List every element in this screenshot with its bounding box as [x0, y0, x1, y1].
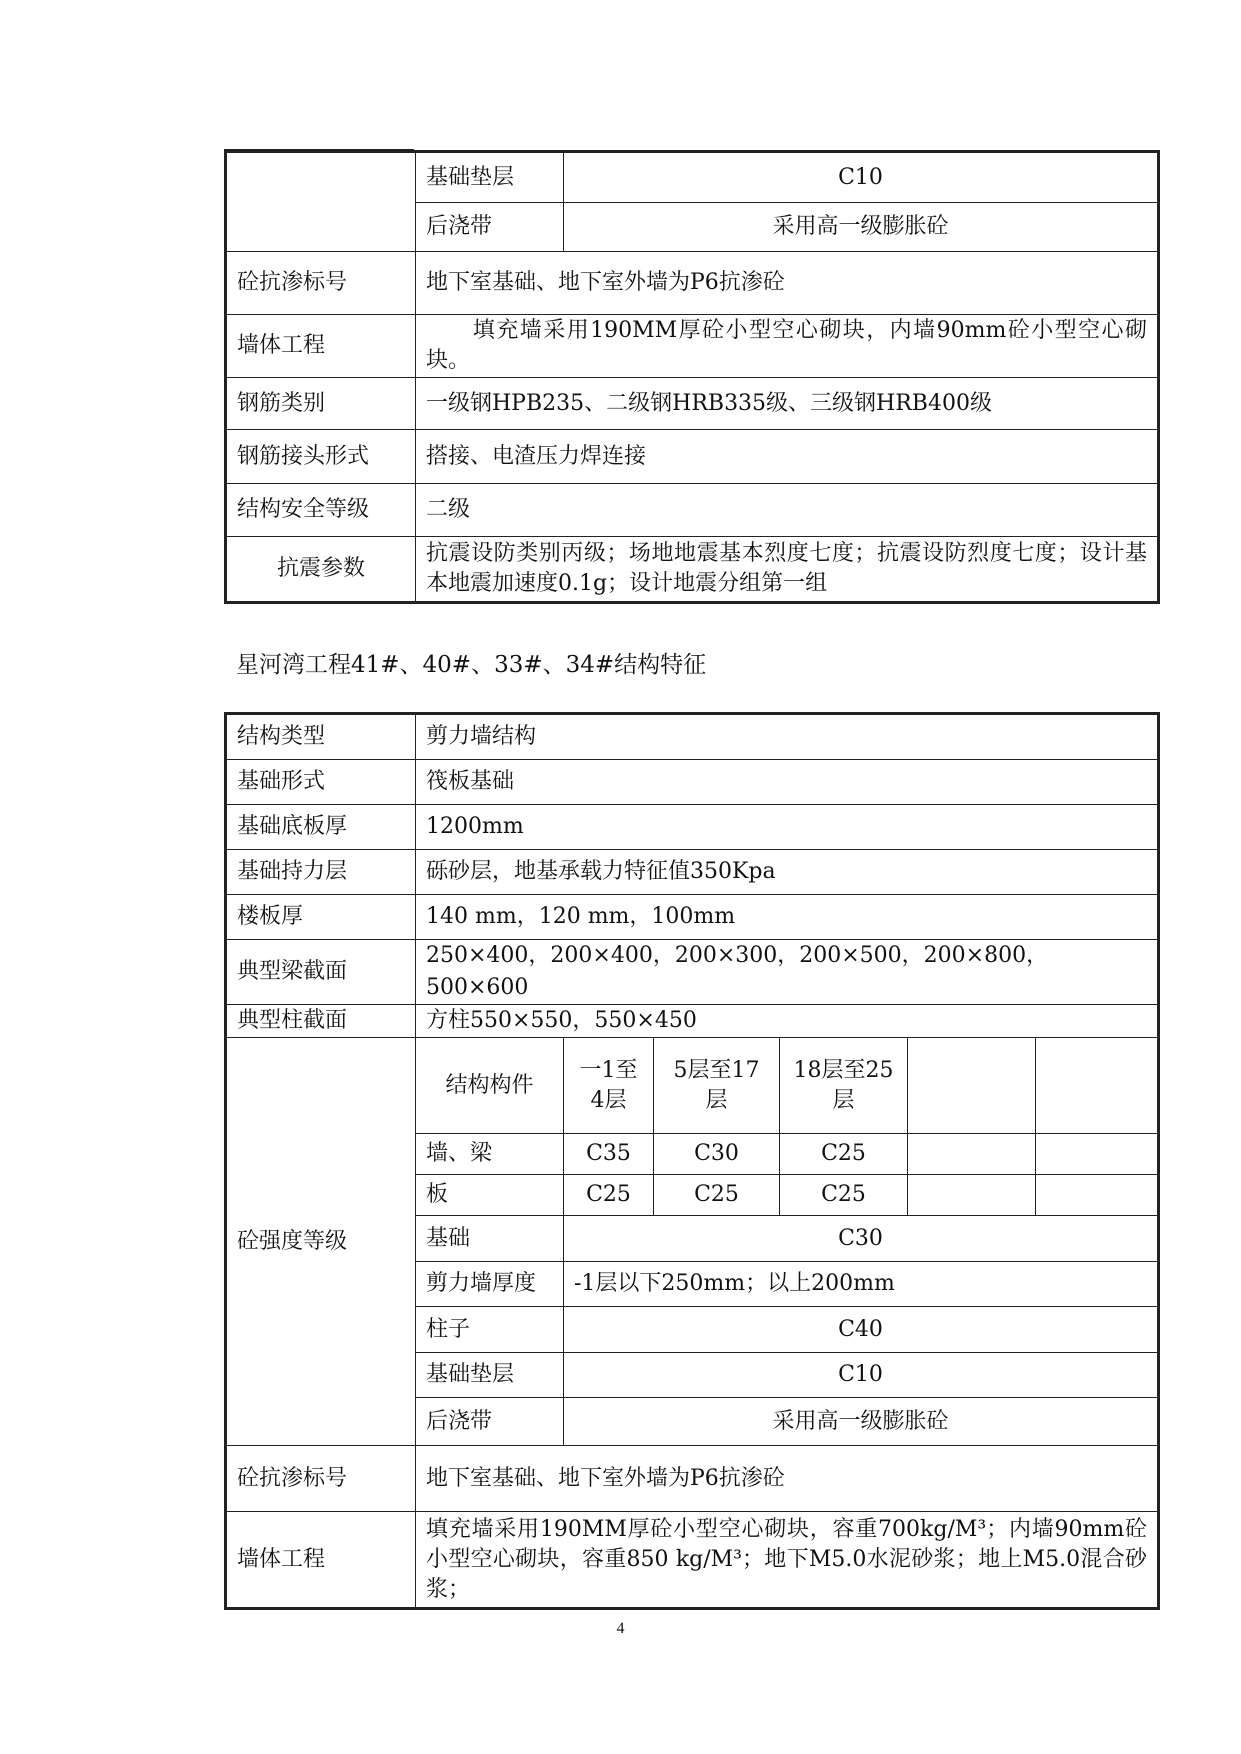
row-value: 1200mm: [416, 805, 1159, 850]
grade-row-label: 柱子: [416, 1307, 564, 1353]
grade-header-cell: 结构构件: [416, 1038, 564, 1134]
table-row: [226, 430, 1159, 484]
row-value: 方柱550×550，550×450: [416, 1005, 1159, 1038]
row-value: 采用高一级膨胀砼: [564, 203, 1159, 252]
section-caption: 星河湾工程41#、40#、33#、34#结构特征: [236, 652, 707, 678]
grade-value: C10: [564, 1353, 1159, 1398]
grade-row-label: 基础: [416, 1216, 564, 1262]
row-label: 结构类型: [226, 714, 416, 760]
row-label: 基础持力层: [226, 850, 416, 895]
row-value: 140 mm，120 mm，100mm: [416, 895, 1159, 940]
row-label: 钢筋接头形式: [226, 430, 416, 484]
grade-value: C35: [564, 1134, 654, 1175]
row-value: 填充墙采用190MM厚砼小型空心砌块，容重700kg/M³；内墙90mm砼小型空心砌块，容重850 kg/M³；地下M5.0水泥砂浆；地上M5.0混合砂浆；: [416, 1512, 1159, 1609]
grade-value: C25: [780, 1175, 908, 1216]
row-label: 墙体工程: [226, 1512, 416, 1609]
table-row: [226, 1512, 1159, 1609]
row-value: 250×400，200×400，200×300，200×500，200×800，500×600: [416, 940, 1159, 1005]
table-row: [226, 895, 1159, 940]
grade-row-label: 剪力墙厚度: [416, 1262, 564, 1307]
row-value: 剪力墙结构: [416, 714, 1159, 760]
grade-row-label: 墙、梁: [416, 1134, 564, 1175]
table-row: [226, 378, 1159, 430]
grade-header-cell: [1036, 1038, 1159, 1134]
row-value: 二级: [416, 484, 1159, 537]
grade-value: C40: [564, 1307, 1159, 1353]
row-label: 楼板厚: [226, 895, 416, 940]
grade-value: [908, 1134, 1036, 1175]
grade-value: C30: [564, 1216, 1159, 1262]
grade-value: [1036, 1134, 1159, 1175]
row-label: 基础垫层: [416, 152, 564, 203]
grade-row-label: 基础垫层: [416, 1353, 564, 1398]
table-row: [226, 315, 1159, 378]
row-value: 地下室基础、地下室外墙为P6抗渗砼: [416, 1446, 1159, 1512]
grade-value: C25: [780, 1134, 908, 1175]
row-value: 地下室基础、地下室外墙为P6抗渗砼: [416, 252, 1159, 315]
grade-header-cell: [908, 1038, 1036, 1134]
grade-value: C25: [654, 1175, 780, 1216]
table-row: [226, 152, 1159, 203]
table-row: [226, 1446, 1159, 1512]
row-label: 钢筋类别: [226, 378, 416, 430]
row-label: 砼强度等级: [226, 1038, 416, 1446]
table-row: [226, 760, 1159, 805]
grade-value: [908, 1175, 1036, 1216]
row-label: 后浇带: [416, 203, 564, 252]
grade-value: [1036, 1175, 1159, 1216]
row-value: C10: [564, 152, 1159, 203]
row-label: 典型柱截面: [226, 1005, 416, 1038]
page-number: 4: [616, 1620, 625, 1637]
empty-cell: [226, 152, 416, 252]
row-label: 砼抗渗标号: [226, 252, 416, 315]
grade-header-cell: 18层至25层: [780, 1038, 908, 1134]
grade-header-cell: 一1至4层: [564, 1038, 654, 1134]
row-value: 搭接、电渣压力焊连接: [416, 430, 1159, 484]
row-label: 结构安全等级: [226, 484, 416, 537]
table-row: [226, 850, 1159, 895]
grade-header-cell: 5层至17层: [654, 1038, 780, 1134]
row-value: 抗震设防类别丙级；场地地震基本烈度七度；抗震设防烈度七度；设计基本地震加速度0.1g；设计地震分组第一组: [416, 537, 1159, 603]
table-row: [226, 805, 1159, 850]
structure-table: [224, 712, 1160, 1610]
grade-value: -1层以下250mm；以上200mm: [564, 1262, 1159, 1307]
row-value: 一级钢HPB235、二级钢HRB335级、三级钢HRB400级: [416, 378, 1159, 430]
structure-table-continued: [224, 150, 1160, 604]
table-row: [226, 537, 1159, 603]
row-label: 基础底板厚: [226, 805, 416, 850]
row-label: 抗震参数: [226, 537, 416, 603]
row-value: 填充墙采用190MM厚砼小型空心砌块，内墙90mm砼小型空心砌块。: [416, 315, 1159, 378]
table-row: [226, 484, 1159, 537]
grade-value: 采用高一级膨胀砼: [564, 1398, 1159, 1446]
grade-row-label: 板: [416, 1175, 564, 1216]
row-label: 典型梁截面: [226, 940, 416, 1005]
row-label: 基础形式: [226, 760, 416, 805]
row-label: 砼抗渗标号: [226, 1446, 416, 1512]
table-row: [226, 940, 1159, 1005]
row-value: 筏板基础: [416, 760, 1159, 805]
table-row: [226, 1005, 1159, 1038]
row-label: 墙体工程: [226, 315, 416, 378]
grade-row-label: 后浇带: [416, 1398, 564, 1446]
grade-value: C25: [564, 1175, 654, 1216]
table-row: [226, 1038, 1159, 1134]
table-row: [226, 714, 1159, 760]
grade-value: C30: [654, 1134, 780, 1175]
row-value: 砾砂层，地基承载力特征值350Kpa: [416, 850, 1159, 895]
table-row: [226, 252, 1159, 315]
